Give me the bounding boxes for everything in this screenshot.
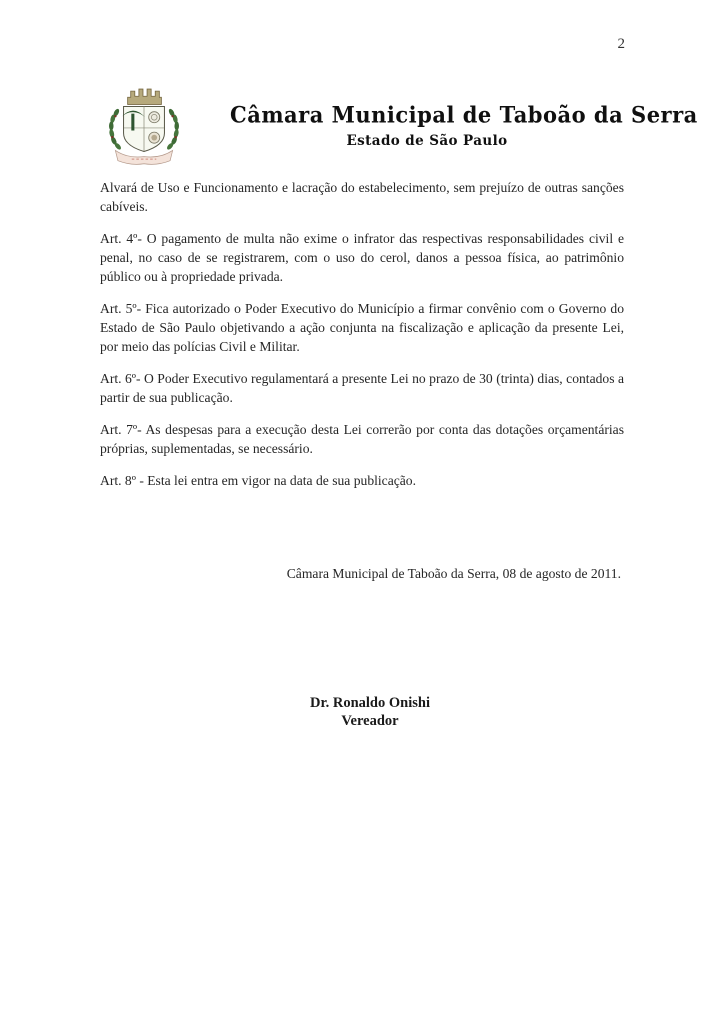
organization-title: Câmara Municipal de Taboão da Serra xyxy=(230,101,698,128)
dateline: Câmara Municipal de Taboão da Serra, 08 de agosto de 2011. xyxy=(286,566,621,581)
paragraph-intro-continuation: Alvará de Uso e Funcionamento e lacração do estabelecimento, sem prejuízo de outras sanções cabíveis. xyxy=(100,180,624,214)
paragraph-art-7: Art. 7º- As despesas para a execução desta Lei correrão por conta das dotações orçamentárias próprias, suplementadas, se necessário. xyxy=(100,422,624,456)
letterhead-titles xyxy=(230,101,698,149)
coat-of-arms-icon xyxy=(103,85,185,175)
letterhead xyxy=(100,84,698,176)
document-body xyxy=(100,178,624,730)
paragraph-art-5: Art. 5º- Fica autorizado o Poder Executivo do Município a firmar convênio com o Governo do Estado de São Paulo objetivando a ação conjunta na fiscalização e aplicação da presente Lei, por meio das polícias Civil e Militar. xyxy=(100,301,624,354)
page-number: 2 xyxy=(617,36,625,52)
paragraph-art-8: Art. 8º - Esta lei entra em vigor na data de sua publicação. xyxy=(100,473,416,488)
signatory-name: Dr. Ronaldo Onishi xyxy=(310,695,430,711)
signatory-title: Vereador xyxy=(341,713,399,729)
paragraph-art-6: Art. 6º- O Poder Executivo regulamentará a presente Lei no prazo de 30 (trinta) dias, contados a partir de sua publicação. xyxy=(100,371,624,405)
signature-block xyxy=(100,694,624,730)
organization-subtitle: Estado de São Paulo xyxy=(346,133,508,149)
paragraph-art-4: Art. 4º- O pagamento de multa não exime o infrator das respectivas responsabilidades civil e penal, no caso de se registrarem, com o uso do cerol, danos a pessoa física, ao patrimônio público ou à propriedade privada. xyxy=(100,231,624,284)
